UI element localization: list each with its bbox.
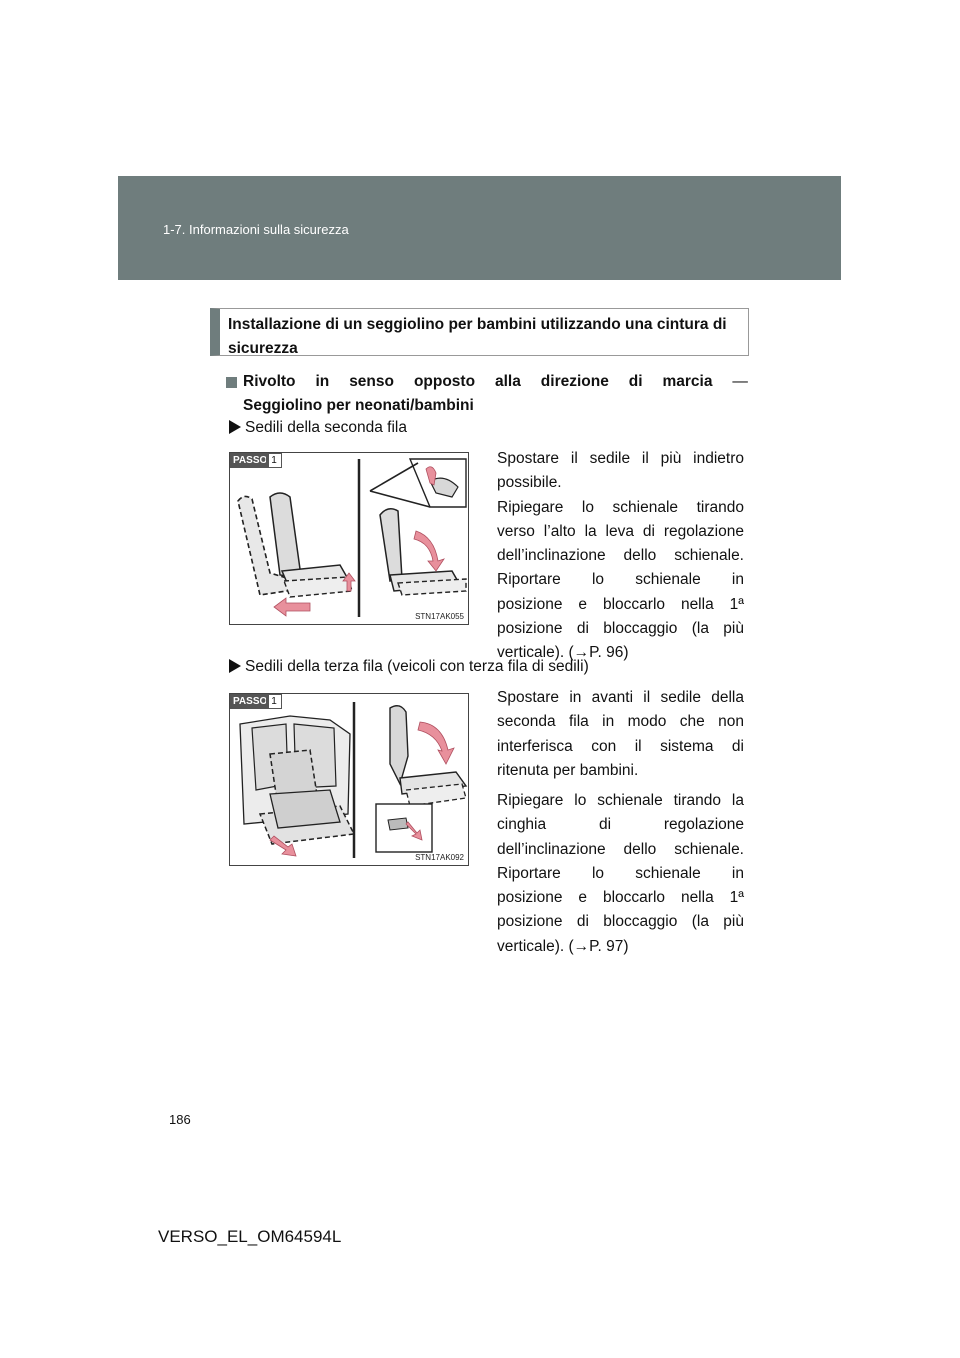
heading-word: Rivolto: [243, 373, 296, 390]
text-line: dell’inclinazione dello schienale.: [497, 547, 744, 565]
page-number: 186: [169, 1112, 191, 1127]
heading-word: —: [732, 373, 748, 390]
heading-word: alla: [495, 373, 521, 390]
heading-line-1: [226, 370, 748, 394]
square-bullet-icon: [226, 377, 237, 388]
third-row-text-a: [497, 686, 744, 783]
step-number: 1: [266, 694, 282, 709]
text-line: verso l’alto la leva di regolazione: [497, 522, 744, 540]
text-line: dell’inclinazione dello schienale.: [497, 840, 744, 858]
text-line: verticale). (→P. 96): [497, 644, 629, 662]
second-row-instructions: [497, 447, 744, 666]
pointer-triangle-icon: [229, 420, 241, 434]
third-row-instructions-a: [497, 686, 744, 783]
text-line: seconda fila in modo che non: [497, 713, 744, 731]
pointer-triangle-icon: [229, 659, 241, 673]
step-number: 1: [266, 453, 282, 468]
text-line: interferisca con il sistema di: [497, 737, 744, 755]
heading-word: marcia: [662, 373, 713, 390]
step-label: PASSO: [230, 453, 269, 468]
text-line: posizione e bloccarlo nella 1ª: [497, 595, 744, 613]
second-row-text: [497, 447, 744, 666]
text-line: cinghia di regolazione: [497, 816, 744, 834]
figure-third-row: [229, 693, 469, 866]
text-line: verticale). (→P. 97): [497, 937, 629, 955]
figure-second-row: [229, 452, 469, 625]
boxed-section-heading: Installazione di un seggiolino per bambini utilizzando una cintura di sicurezza: [210, 308, 749, 356]
heading-word: in: [315, 373, 330, 390]
text-line: Spostare il sedile il più indietro: [497, 450, 744, 467]
heading-word: senso: [349, 373, 394, 390]
figure-code: STN17AK055: [415, 612, 464, 621]
text-line: posizione di bloccaggio (la più: [497, 913, 744, 931]
text-line: possibile.: [497, 474, 562, 492]
text-line: Riportare lo schienale in: [497, 571, 744, 589]
heading-line-2: Seggiolino per neonati/bambini: [243, 397, 474, 414]
text-line: Spostare in avanti il sedile della: [497, 689, 744, 706]
third-row-label: Sedili della terza fila (veicoli con terza fila di sedili): [229, 656, 589, 678]
third-row-instructions-b: [497, 789, 744, 959]
heading-word: direzione: [540, 373, 609, 390]
seat-recline-illustration: [230, 453, 468, 624]
third-row-seat-illustration: [230, 694, 468, 865]
text-line: Ripiegare lo schienale tirando: [497, 498, 744, 516]
section-title: 1-7. Informazioni sulla sicurezza: [163, 222, 349, 237]
text-line: Riportare lo schienale in: [497, 864, 744, 882]
subsection-heading: [226, 370, 748, 418]
text-line: posizione di bloccaggio (la più: [497, 620, 744, 638]
third-row-text-b: [497, 789, 744, 959]
step-label: PASSO: [230, 694, 269, 709]
document-code: VERSO_EL_OM64594L: [158, 1227, 342, 1246]
figure-code: STN17AK092: [415, 853, 464, 862]
text-line: posizione e bloccarlo nella 1ª: [497, 889, 744, 907]
second-row-label: Sedili della seconda fila: [229, 417, 407, 439]
text-line: ritenuta per bambini.: [497, 761, 639, 779]
heading-word: di: [628, 373, 643, 390]
heading-word: opposto: [413, 373, 476, 390]
text-line: Ripiegare lo schienale tirando la: [497, 792, 744, 809]
